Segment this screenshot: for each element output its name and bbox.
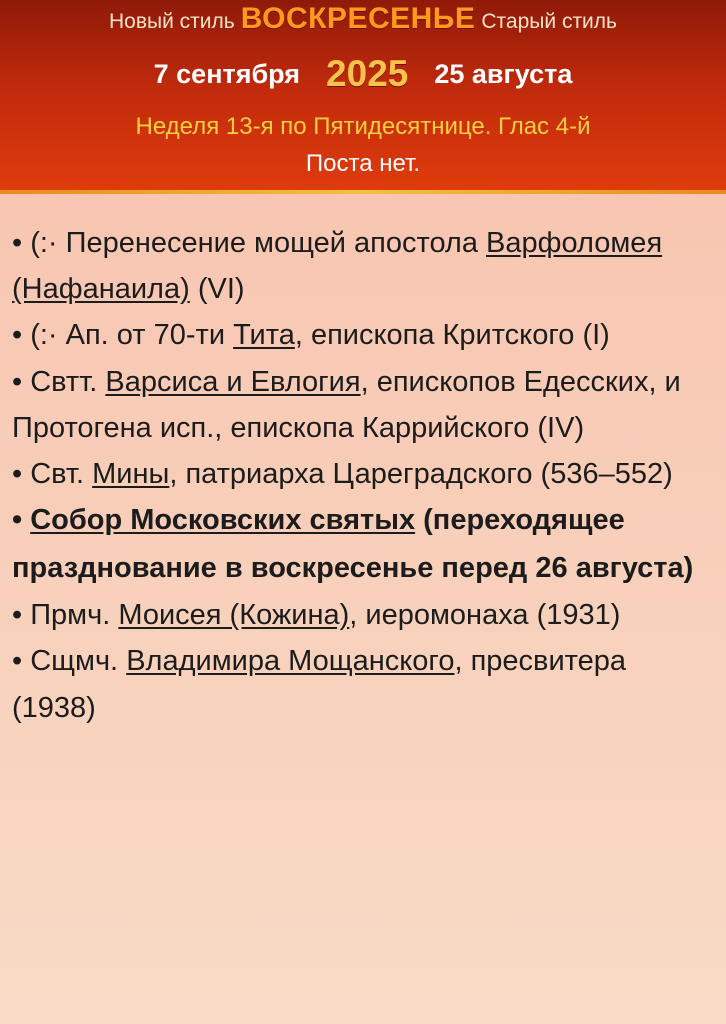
saints-list	[12, 220, 716, 731]
list-item	[12, 359, 716, 451]
entry-suffix: , епископа Критского (I)	[294, 319, 610, 352]
list-item	[12, 592, 716, 638]
entry-suffix: , патриарха Цареградского (536–552)	[169, 458, 673, 491]
entry-prefix: • (:· Перенесение мощей апостола	[12, 227, 487, 259]
saint-link[interactable]: Тита	[233, 319, 295, 352]
new-style-date: 7 сентября	[153, 58, 301, 89]
saint-link[interactable]: Моисея (Кожина)	[118, 599, 350, 632]
saint-link[interactable]: Мины	[92, 458, 170, 491]
feast-link[interactable]: Собор Московских святых	[30, 504, 416, 537]
entry-suffix: , епископов Едесских, и Протогена исп., епископа Каррийского (IV)	[12, 365, 681, 444]
entry-prefix: • Свт.	[12, 458, 93, 491]
entry-prefix: • (:· Ап. от 70-ти	[12, 319, 234, 352]
year: 2025	[326, 53, 409, 94]
list-item	[12, 638, 716, 730]
day-row	[0, 2, 726, 42]
entry-prefix: • Прмч.	[12, 599, 119, 632]
entry-suffix: (переходящее празднование в воскресенье перед 26 августа)	[12, 504, 694, 584]
list-item	[12, 312, 716, 358]
entry-prefix: •	[12, 504, 31, 537]
date-row	[0, 50, 726, 98]
entry-prefix: • Сщмч.	[12, 645, 127, 678]
day-of-week: ВОСКРЕСЕНЬЕ	[240, 2, 476, 35]
saint-link[interactable]: Владимира Мощанского	[126, 645, 455, 678]
list-item-feast	[12, 497, 716, 592]
entry-prefix: • Свтт.	[12, 365, 106, 398]
header-divider	[0, 190, 726, 194]
week-info: Неделя 13-я по Пятидесятнице. Глас 4-й	[135, 113, 591, 140]
new-style-label: Новый стиль	[109, 10, 235, 33]
saint-link[interactable]: Варфоломея (Нафанаила)	[12, 227, 663, 306]
calendar-header	[0, 0, 726, 192]
fast-info: Поста нет.	[305, 150, 421, 177]
list-item	[12, 220, 716, 312]
entry-suffix: , иеромонаха (1931)	[349, 599, 621, 632]
entry-suffix: (VI)	[189, 273, 245, 306]
old-style-label: Старый стиль	[481, 10, 617, 33]
old-style-date: 25 августа	[434, 58, 573, 89]
entry-suffix: , пресвитера (1938)	[12, 645, 627, 724]
saint-link[interactable]: Варсиса и Евлогия	[105, 365, 361, 398]
list-item	[12, 451, 716, 497]
